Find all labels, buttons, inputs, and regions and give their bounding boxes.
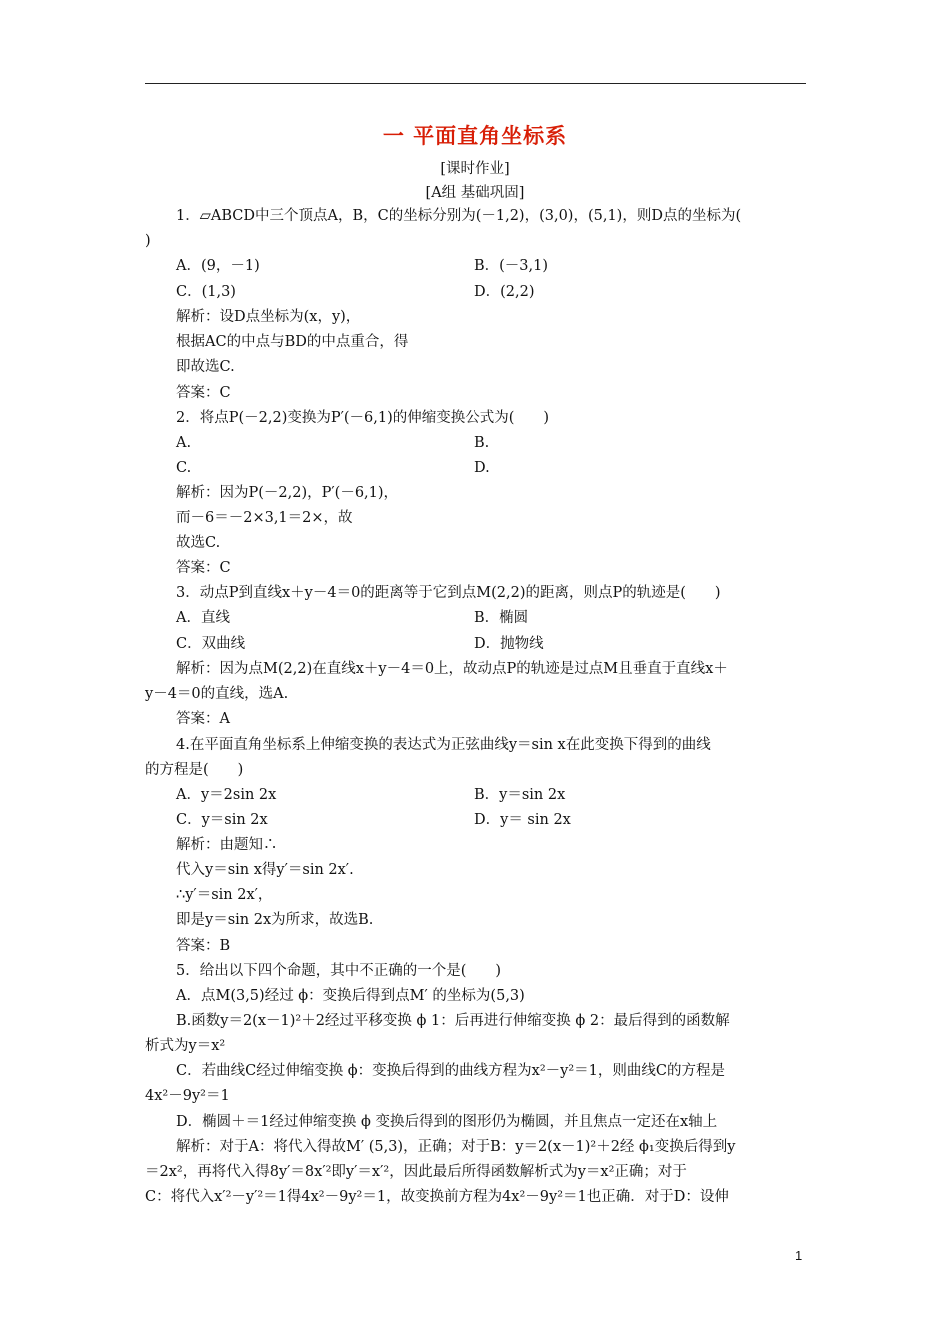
q2-option-d: D.: [474, 460, 490, 476]
q1-answer: 答案：C: [176, 385, 231, 401]
q3-solution-2: y－4＝0的直线，选A.: [145, 686, 289, 702]
page-number: 1: [795, 1248, 803, 1263]
q3-option-b: B．椭圆: [474, 610, 529, 626]
q4-solution-4: 即是y＝sin 2x为所求，故选B.: [176, 912, 374, 928]
q4-solution-3: ∴y′＝sin 2x′，: [176, 887, 273, 903]
q2-solution-1: 解析：因为P(－2,2)，P′(－6,1)，: [176, 485, 399, 501]
subtitle-group-a: [A组 基础巩固]: [425, 185, 525, 201]
q4-option-c: C．y＝sin 2x: [176, 812, 268, 828]
q4-option-a: A．y＝2sin 2x: [176, 787, 277, 803]
q4-stem-cont: 的方程是( ): [145, 762, 244, 778]
q1-stem: 1．▱ABCD中三个顶点A，B，C的坐标分别为(－1,2)，(3,0)，(5,1)，则D点的坐标为(: [176, 208, 742, 224]
q5-solution-1: 解析：对于A：将代入得故M′ (5,3)，正确；对于B：y＝2(x－1)²＋2经 ϕ₁变换后得到y: [176, 1139, 736, 1155]
q1-option-c: C．(1,3): [176, 284, 236, 300]
q1-stem-cont: ): [145, 233, 151, 249]
subtitle-homework: [课时作业]: [440, 161, 510, 177]
q5-solution-3: C：将代入x′²－y′²＝1得4x²－9y²＝1，故变换前方程为4x²－9y²＝1也正确．对于D：设伸: [145, 1189, 729, 1205]
q2-answer: 答案：C: [176, 560, 231, 576]
q1-option-b: B．(－3,1): [474, 258, 549, 274]
q5-option-c: C．若曲线C经过伸缩变换 ϕ：变换后得到的曲线方程为x²－y²＝1，则曲线C的方程是: [176, 1063, 725, 1079]
q4-option-d: D．y＝ sin 2x: [474, 812, 571, 828]
q5-solution-2: ＝2x²，再将代入得8y′＝8x′²即y′＝x′²，因此最后所得函数解析式为y＝x²正确；对于: [145, 1164, 687, 1180]
q3-option-c: C．双曲线: [176, 636, 246, 652]
q2-option-c: C.: [176, 460, 192, 476]
q4-solution-1: 解析：由题知∴: [176, 837, 278, 853]
q3-answer: 答案：A: [176, 711, 230, 727]
q1-option-d: D．(2,2): [474, 284, 535, 300]
q2-solution-3: 故选C.: [176, 535, 221, 551]
q3-solution-1: 解析：因为点M(2,2)在直线x＋y－4＝0上，故动点P的轨迹是过点M且垂直于直线x＋: [176, 661, 728, 677]
q1-option-a: A．(9，－1): [176, 258, 260, 274]
q1-solution-2: 根据AC的中点与BD的中点重合，得: [176, 334, 409, 350]
q1-solution-1: 解析：设D点坐标为(x，y)，: [176, 309, 361, 325]
q4-answer: 答案：B: [176, 938, 231, 954]
page-title: 一 平面直角坐标系: [382, 123, 568, 148]
q4-solution-2: 代入y＝sin x得y′＝sin 2x′.: [176, 862, 354, 878]
q4-option-b: B．y＝sin 2x: [474, 787, 566, 803]
q5-option-b-cont: 析式为y＝x²: [145, 1038, 226, 1054]
q3-option-a: A．直线: [176, 610, 230, 626]
header-rule: [145, 83, 806, 84]
q3-option-d: D．抛物线: [474, 636, 544, 652]
q2-stem: 2．将点P(－2,2)变换为P′(－6,1)的伸缩变换公式为( ): [176, 410, 550, 426]
q2-option-a: A.: [176, 435, 192, 451]
q5-stem: 5．给出以下四个命题，其中不正确的一个是( ): [176, 963, 502, 979]
q5-option-c-cont: 4x²－9y²＝1: [145, 1088, 230, 1104]
q5-option-b: B.函数y＝2(x－1)²＋2经过平移变换 ϕ 1：后再进行伸缩变换 ϕ 2：最后得到的函数解: [176, 1013, 730, 1029]
q2-solution-2: 而－6＝－2×3,1＝2×，故: [176, 510, 353, 526]
q1-solution-3: 即故选C.: [176, 359, 235, 375]
q2-option-b: B.: [474, 435, 490, 451]
q4-stem: 4.在平面直角坐标系上伸缩变换的表达式为正弦曲线y＝sin x在此变换下得到的曲线: [176, 737, 711, 753]
q5-option-a: A．点M(3,5)经过 ϕ：变换后得到点M′ 的坐标为(5,3): [176, 988, 525, 1004]
q3-stem: 3．动点P到直线x＋y－4＝0的距离等于它到点M(2,2)的距离，则点P的轨迹是( ): [176, 585, 721, 601]
q5-option-d: D．椭圆＋＝1经过伸缩变换 ϕ 变换后得到的图形仍为椭圆，并且焦点一定还在x轴上: [176, 1114, 718, 1130]
